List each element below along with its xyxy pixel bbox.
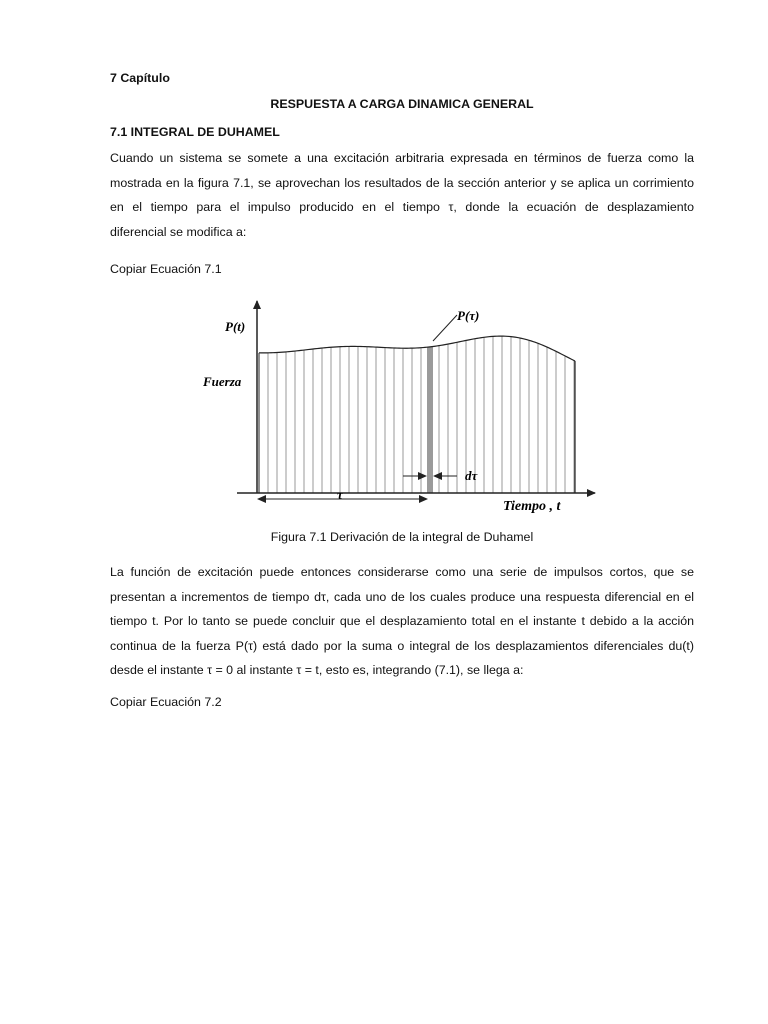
subsection-title: 7.1 INTEGRAL DE DUHAMEL [110, 125, 280, 139]
impulse-label: P(τ) [457, 308, 480, 323]
chapter-heading: 7 Capítulo [110, 71, 170, 85]
dtau-label: dτ [465, 468, 478, 483]
equation-7-1-placeholder: Copiar Ecuación 7.1 [110, 262, 222, 276]
paragraph-2-line: desde el instante τ = 0 al instante τ = t, esto es, integrando (7.1), se llega a: [110, 663, 524, 677]
y-axis-symbol: P(t) [225, 319, 246, 334]
p-tau-leader-line [433, 315, 457, 341]
impulse-strips [259, 336, 574, 493]
paragraph-2-line: continua de la fuerza P(τ) está dado por la suma o integral de los desplazamientos diferenciales du(t) [110, 638, 694, 653]
paragraph-1-line: diferencial se modifica a: [110, 224, 247, 239]
paragraph-1-line: en el tiempo para el impulso producido en el tiempo τ, donde la ecuación de desplazamiento [110, 200, 694, 214]
paragraph-2-line: tiempo t. Por lo tanto se puede concluir que el desplazamiento total en el instante t debido a la acción [110, 614, 694, 628]
paragraph-2-line: La función de excitación puede entonces considerarse como una serie de impulsos cortos, que se [110, 565, 694, 579]
load-curve [259, 336, 575, 361]
duhamel-figure [195, 293, 605, 523]
y-axis-label: Fuerza [203, 374, 242, 389]
figure-caption: Figura 7.1 Derivación de la integral de Duhamel [270, 530, 534, 544]
paragraph-1-line: Cuando un sistema se somete a una excitación arbitraria expresada en términos de fuerza como la [110, 151, 694, 165]
paragraph-2 [110, 560, 694, 683]
equation-7-2-placeholder: Copiar Ecuación 7.2 [110, 695, 222, 709]
paragraph-1-line: mostrada en la figura 7.1, se aprovechan los resultados de la sección anterior y se aplica un corrimiento [110, 175, 694, 190]
paragraph-1 [110, 146, 694, 244]
paragraph-2-line: presentan a incrementos de tiempo dτ, cada uno de los cuales produce una respuesta diferencial en el [110, 589, 694, 604]
section-title: RESPUESTA A CARGA DINAMICA GENERAL [270, 97, 534, 111]
tau-label: τ [337, 487, 343, 502]
x-axis-label: Tiempo , t [503, 499, 561, 514]
highlighted-impulse-strip [427, 347, 433, 493]
